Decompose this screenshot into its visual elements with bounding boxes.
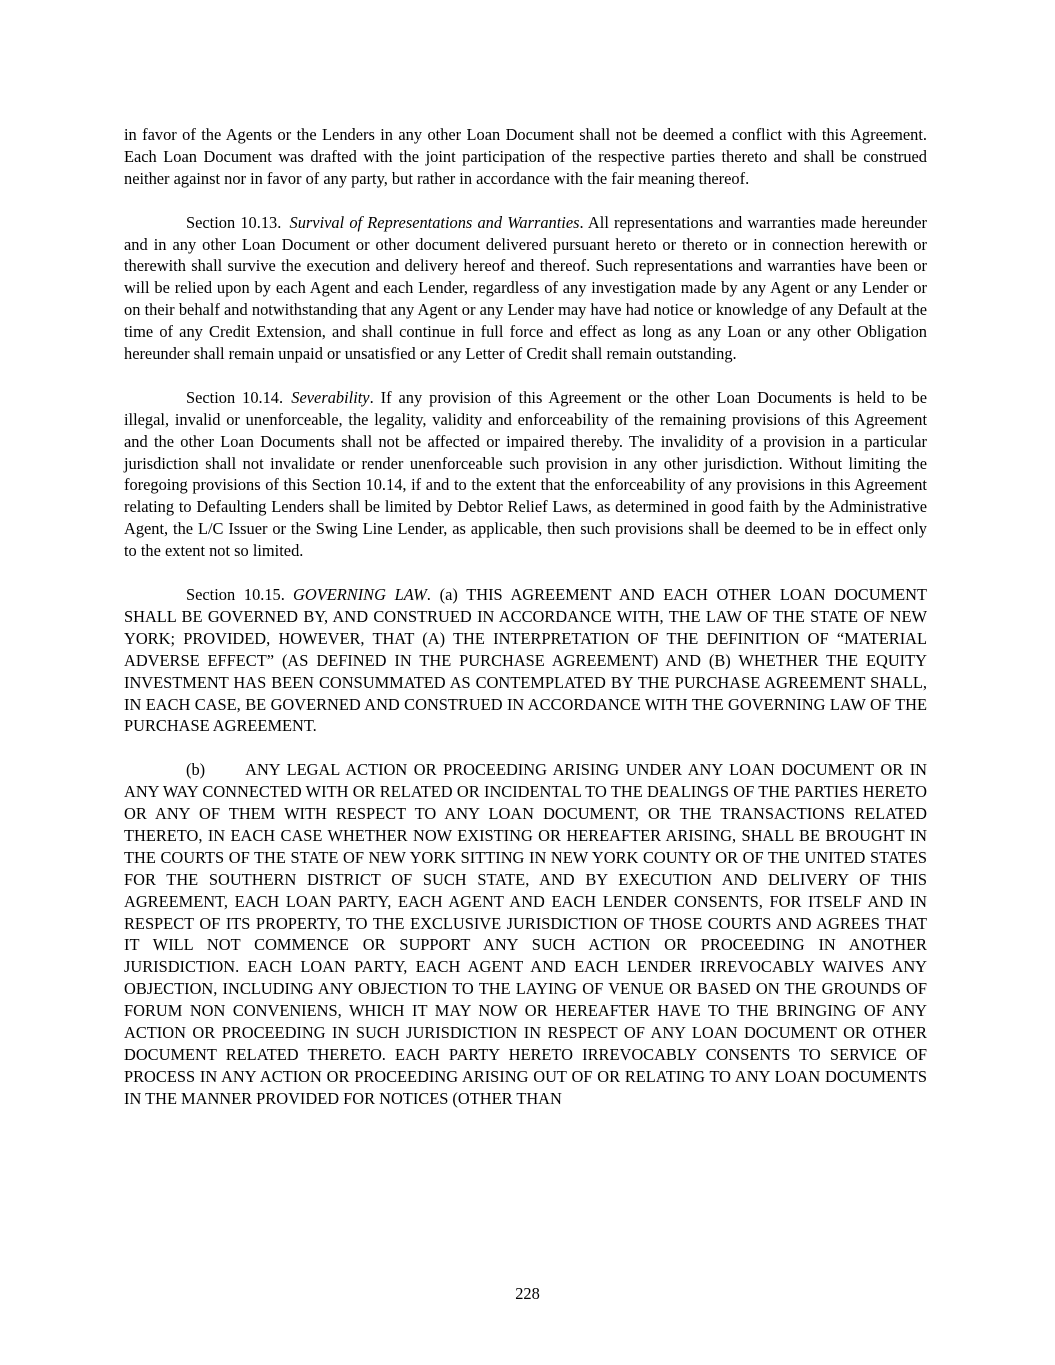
section-title-suffix: . xyxy=(369,387,374,407)
section-10-13-paragraph xyxy=(124,212,927,365)
carryover-paragraph: in favor of the Agents or the Lenders in any other Loan Document shall not be deemed a conflict with this Agreement. Each Loan Document was drafted with the joint participation of the respective parties thereto and shall be construed neither against nor in favor of any party, but rather in accordance with the fair meaning thereof. xyxy=(124,125,927,188)
document-page xyxy=(124,124,927,1132)
subsection-body: ANY LEGAL ACTION OR PROCEEDING ARISING UNDER ANY LOAN DOCUMENT OR IN ANY WAY CONNECTED WITH OR RELATED OR INCIDENTAL TO THE DEALINGS OF THE PARTIES HERETO OR ANY OF THEM WITH RESPECT TO ANY LOAN DOCUMENT, OR THE TRANSACTIONS RELATED THERETO, IN EACH CASE WHETHER NOW EXISTING OR HEREAFTER ARISING, SHALL BE BROUGHT IN THE COURTS OF THE STATE OF NEW YORK SITTING IN NEW YORK COUNTY OR OF THE UNITED STATES FOR THE SOUTHERN DISTRICT OF SUCH STATE, AND BY EXECUTION AND DELIVERY OF THIS AGREEMENT, EACH LOAN PARTY, EACH AGENT AND EACH LENDER CONSENTS, FOR ITSELF AND IN RESPECT OF ITS PROPERTY, TO THE EXCLUSIVE JURISDICTION OF THOSE COURTS AND AGREES THAT IT WILL NOT COMMENCE OR SUPPORT ANY SUCH ACTION OR PROCEEDING IN ANOTHER JURISDICTION. EACH LOAN PARTY, EACH AGENT AND EACH LENDER IRREVOCABLY WAIVES ANY OBJECTION, INCLUDING ANY OBJECTION TO THE LAYING OF VENUE OR BASED ON THE GROUNDS OF FORUM NON CONVENIENS, WHICH IT MAY NOW OR HEREAFTER HAVE TO THE BRINGING OF ANY ACTION OR PROCEEDING IN SUCH JURISDICTION IN RESPECT OF ANY LOAN DOCUMENT OR OTHER DOCUMENT RELATED THERETO. EACH PARTY HERETO IRREVOCABLY CONSENTS TO SERVICE OF PROCESS IN ANY ACTION OR PROCEEDING ARISING OUT OF OR RELATING TO ANY LOAN DOCUMENTS IN THE MANNER PROVIDED FOR NOTICES (OTHER THAN xyxy=(124,760,927,1108)
section-number: Section 10.13. xyxy=(186,212,282,232)
page-number: 228 xyxy=(515,1284,540,1303)
section-title-suffix: . xyxy=(426,584,431,604)
section-10-14-paragraph xyxy=(124,387,927,562)
section-title: Survival of Representations and Warranties xyxy=(289,212,580,232)
subsection-label: (b) xyxy=(186,760,206,780)
section-number: Section 10.14. xyxy=(186,387,284,407)
section-title: GOVERNING LAW xyxy=(293,584,427,604)
section-title: Severability xyxy=(291,387,370,407)
section-body: (a) THIS AGREEMENT AND EACH OTHER LOAN DOCUMENT SHALL BE GOVERNED BY, AND CONSTRUED IN ACCORDANCE WITH, THE LAW OF THE STATE OF NEW YORK; PROVIDED, HOWEVER, THAT (A) THE INTERPRETATION OF THE DEFINITION OF “MATERIAL ADVERSE EFFECT” (AS DEFINED IN THE PURCHASE AGREEMENT) AND (B) WHETHER THE EQUITY INVESTMENT HAS BEEN CONSUMMATED AS CONTEMPLATED BY THE PURCHASE AGREEMENT SHALL, IN EACH CASE, BE GOVERNED AND CONSTRUED IN ACCORDANCE WITH THE GOVERNING LAW OF THE PURCHASE AGREEMENT. xyxy=(124,584,927,736)
section-title-suffix: . xyxy=(579,212,584,232)
section-body: All representations and warranties made hereunder and in any other Loan Document or other document delivered pursuant hereto or thereto or in connection herewith or therewith shall survive the execution and delivery hereof and thereof. Such representations and warranties have been or will be relied upon by each Agent and each Lender, regardless of any investigation made by any Agent or any Lender or on their behalf and notwithstanding that any Agent or any Lender may have had notice or knowledge of any Default at the time of any Credit Extension, and shall continue in full force and effect as long as any Loan or any other Obligation hereunder shall remain unpaid or unsatisfied or any Letter of Credit shall remain outstanding. xyxy=(124,212,927,364)
section-10-15-paragraph xyxy=(124,584,927,737)
section-number: Section 10.15. xyxy=(186,584,285,604)
subsection-b-paragraph xyxy=(124,759,927,1110)
section-body: If any provision of this Agreement or the other Loan Documents is held to be illegal, invalid or unenforceable, the legality, validity and enforceability of the remaining provisions of this Agreement and the other Loan Documents shall not be affected or impaired thereby. The invalidity of a provision in a particular jurisdiction shall not invalidate or render unenforceable such provision in any other jurisdiction. Without limiting the foregoing provisions of this Section 10.14, if and to the extent that the enforceability of any provisions in this Agreement relating to Defaulting Lenders shall be limited by Debtor Relief Laws, as determined in good faith by the Administrative Agent, the L/C Issuer or the Swing Line Lender, as applicable, then such provisions shall be deemed to be in effect only to the extent not so limited. xyxy=(124,387,927,561)
